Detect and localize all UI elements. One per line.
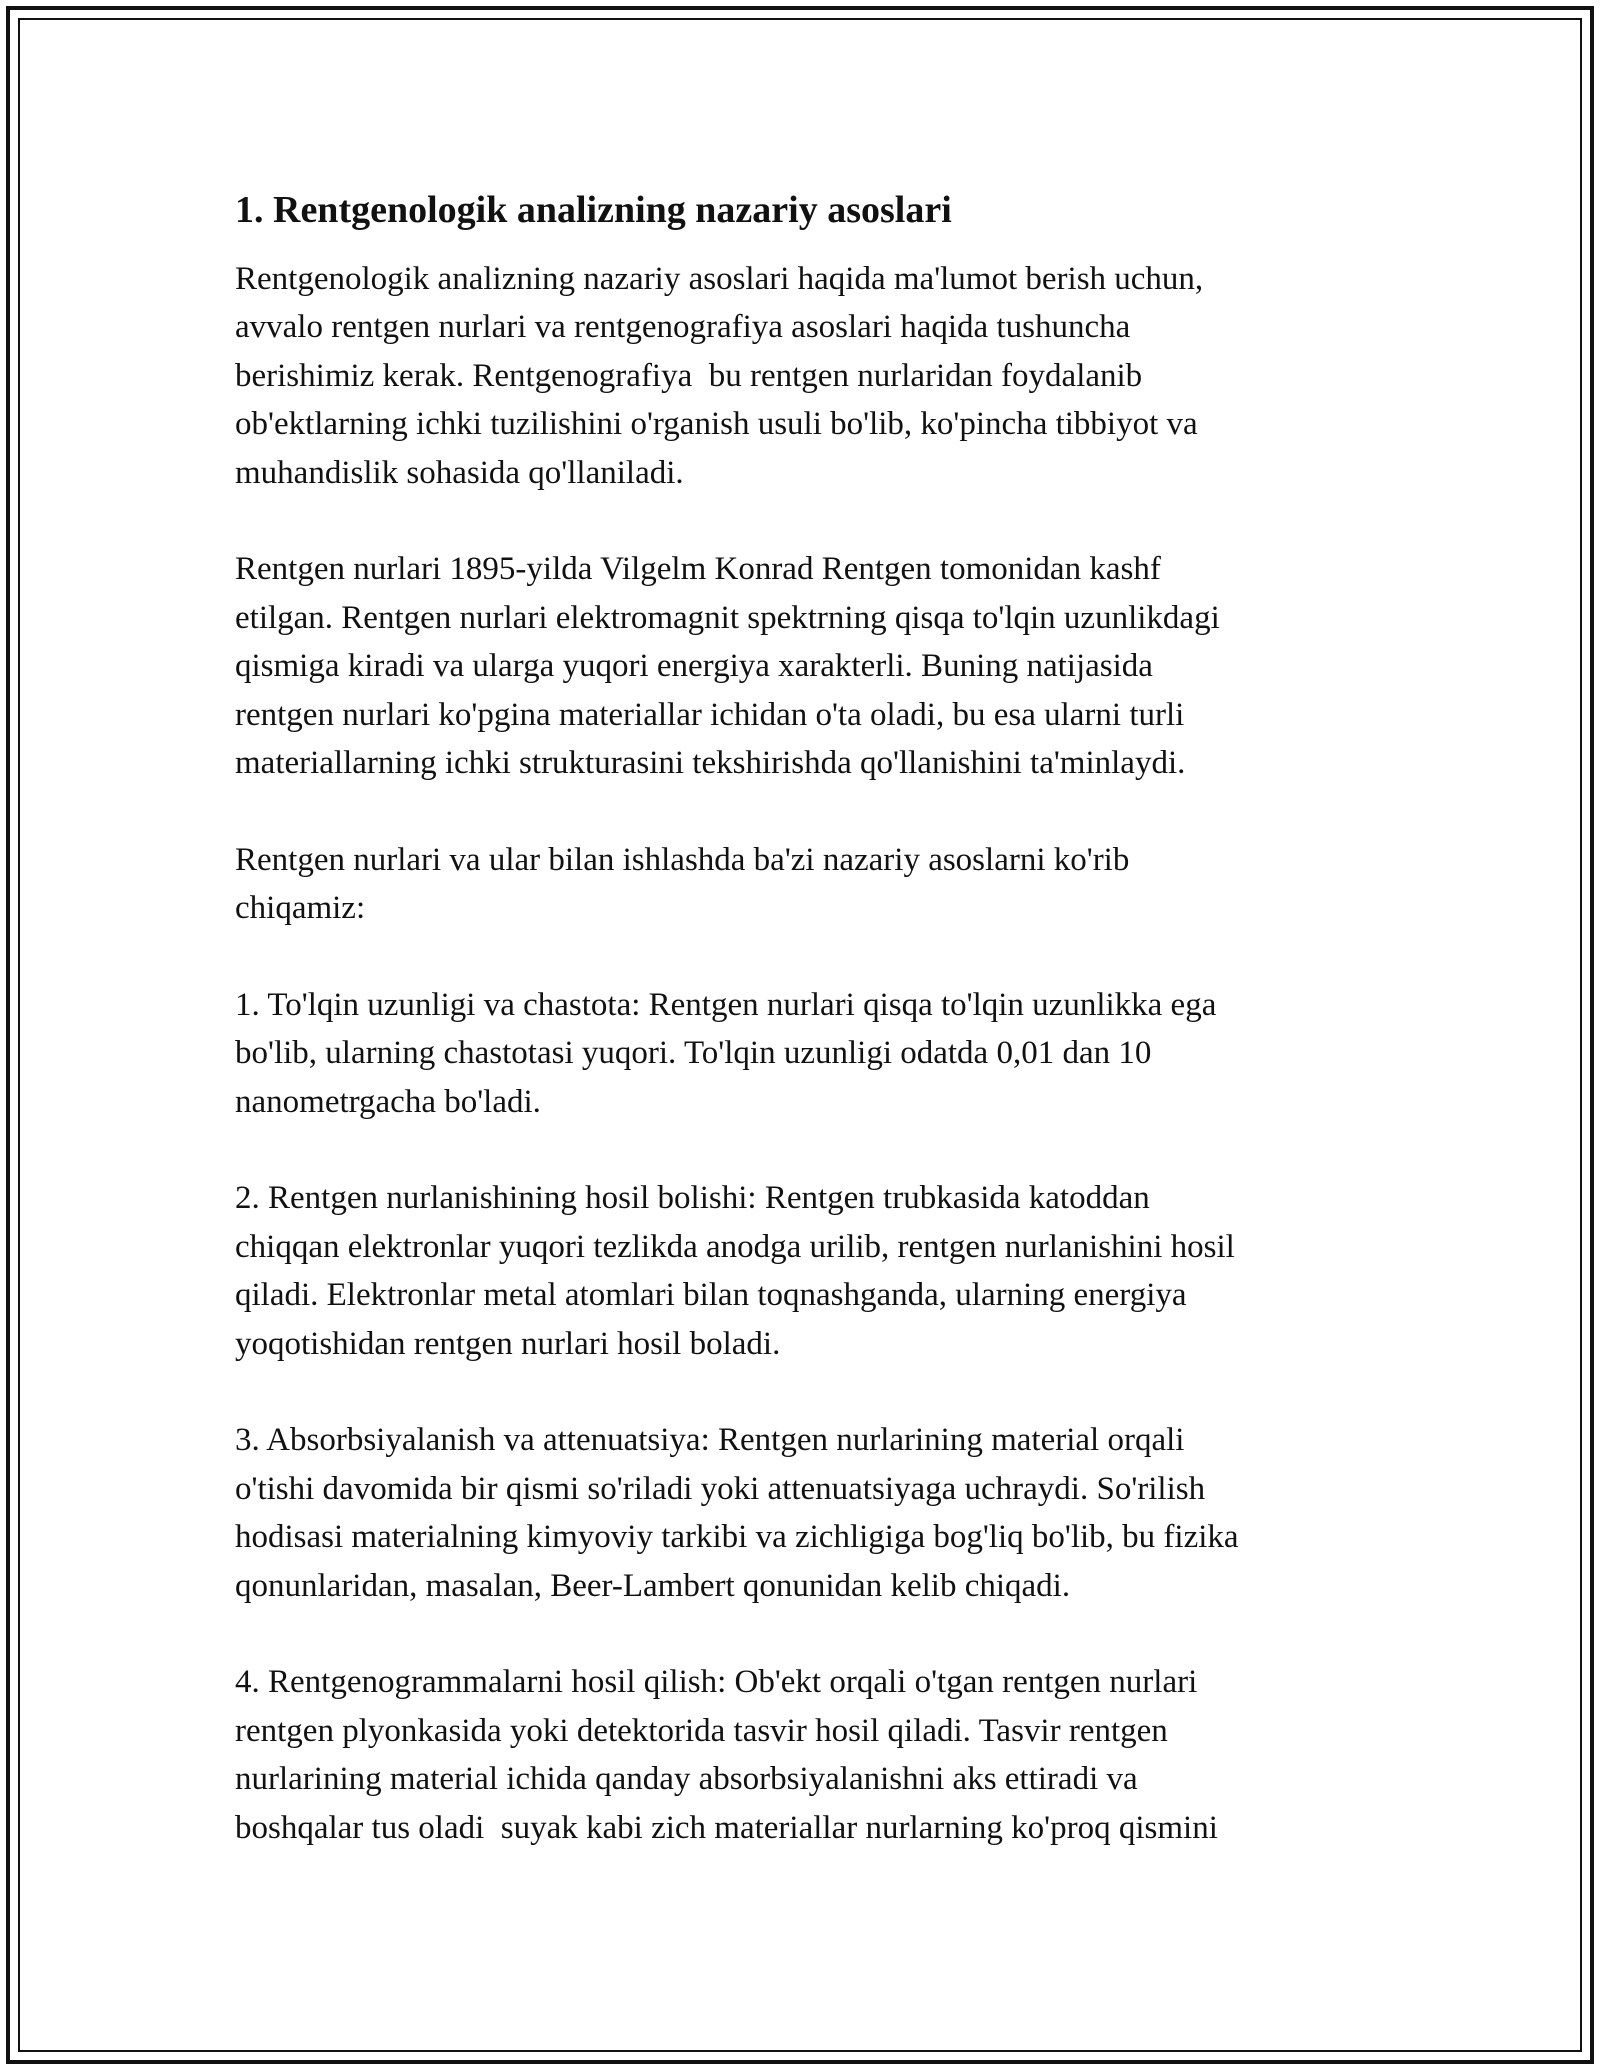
text-line: boshqalar tus oladi suyak kabi zich materiallar nurlarning ko'proq qismini xyxy=(235,1809,1218,1846)
text-line: qismiga kiradi va ularga yuqori energiya xarakterli. Buning natijasida xyxy=(235,648,1153,685)
text-line: materiallarning ichki strukturasini tekshirishda qo'llanishini ta'minlaydi. xyxy=(235,744,1186,781)
text-line: Rentgen nurlari 1895-yilda Vilgelm Konrad Rentgen tomonidan kashf xyxy=(235,551,1161,588)
paragraph-gap xyxy=(235,1610,1370,1658)
paragraph-gap xyxy=(235,932,1370,980)
paragraph-history xyxy=(235,545,1370,787)
text-line: Rentgenologik analizning nazariy asoslari haqida ma'lumot berish uchun, xyxy=(235,261,1204,297)
text-line: rentgen nurlari ko'pgina materiallar ichidan o'ta oladi, bu esa ularni turli xyxy=(235,696,1185,733)
paragraph-gap xyxy=(235,1126,1370,1174)
list-item-generation xyxy=(235,1174,1370,1368)
text-line: qonunlaridan, masalan, Beer-Lambert qonunidan kelib chiqadi. xyxy=(235,1567,1071,1604)
text-line: 2. Rentgen nurlanishining hosil bolishi: Rentgen trubkasida katoddan xyxy=(235,1180,1150,1217)
paragraph-gap xyxy=(235,787,1370,835)
text-line: muhandislik sohasida qo'llaniladi. xyxy=(235,454,684,491)
text-line: 3. Absorbsiyalanish va attenuatsiya: Rentgen nurlarining material orqali xyxy=(235,1422,1185,1459)
text-line: qiladi. Elektronlar metal atomlari bilan toqnashganda, ularning energiya xyxy=(235,1277,1187,1314)
text-line: etilgan. Rentgen nurlari elektromagnit spektrning qisqa to'lqin uzunlikdagi xyxy=(235,599,1220,636)
text-line: 1. To'lqin uzunligi va chastota: Rentgen nurlari qisqa to'lqin uzunlikka ega xyxy=(235,986,1217,1023)
text-line: 4. Rentgenogrammalarni hosil qilish: Ob'ekt orqali o'tgan rentgen nurlari xyxy=(235,1664,1198,1701)
text-line: nurlarining material ichida qanday absorbsiyalanishni aks ettiradi va xyxy=(235,1761,1138,1798)
text-line: ob'ektlarning ichki tuzilishini o'rganish usuli bo'lib, ko'pincha tibbiyot va xyxy=(235,406,1198,443)
paragraph-gap xyxy=(235,497,1370,545)
list-item-wavelength xyxy=(235,981,1370,1126)
document-body xyxy=(235,185,1370,1852)
list-item-absorption xyxy=(235,1416,1370,1610)
text-line: Rentgen nurlari va ular bilan ishlashda ba'zi nazariy asoslarni ko'rib xyxy=(235,841,1130,878)
section-heading: 1. Rentgenologik analizning nazariy asoslari xyxy=(235,189,952,231)
paragraph-intro xyxy=(235,255,1370,497)
text-line: rentgen plyonkasida yoki detektorida tasvir hosil qiladi. Tasvir rentgen xyxy=(235,1712,1168,1749)
text-line: bo'lib, ularning chastotasi yuqori. To'lqin uzunligi odatda 0,01 dan 10 xyxy=(235,1035,1152,1072)
text-line: chiqqan elektronlar yuqori tezlikda anodga urilib, rentgen nurlanishini hosil xyxy=(235,1228,1235,1265)
text-line: hodisasi materialning kimyoviy tarkibi va zichligiga bog'liq bo'lib, bu fizika xyxy=(235,1519,1239,1556)
text-line: o'tishi davomida bir qismi so'riladi yoki attenuatsiyaga uchraydi. So'rilish xyxy=(235,1470,1206,1507)
list-item-radiographs xyxy=(235,1658,1370,1852)
text-line: yoqotishidan rentgen nurlari hosil boladi. xyxy=(235,1325,781,1362)
text-line: nanometrgacha bo'ladi. xyxy=(235,1083,541,1120)
paragraph-lead-in xyxy=(235,836,1370,933)
text-line: berishimiz kerak. Rentgenografiya bu rentgen nurlaridan foydalanib xyxy=(235,357,1143,394)
paragraph-gap xyxy=(235,1368,1370,1416)
text-line: chiqamiz: xyxy=(235,890,366,927)
text-line: avvalo rentgen nurlari va rentgenografiya asoslari haqida tushuncha xyxy=(235,309,1131,346)
